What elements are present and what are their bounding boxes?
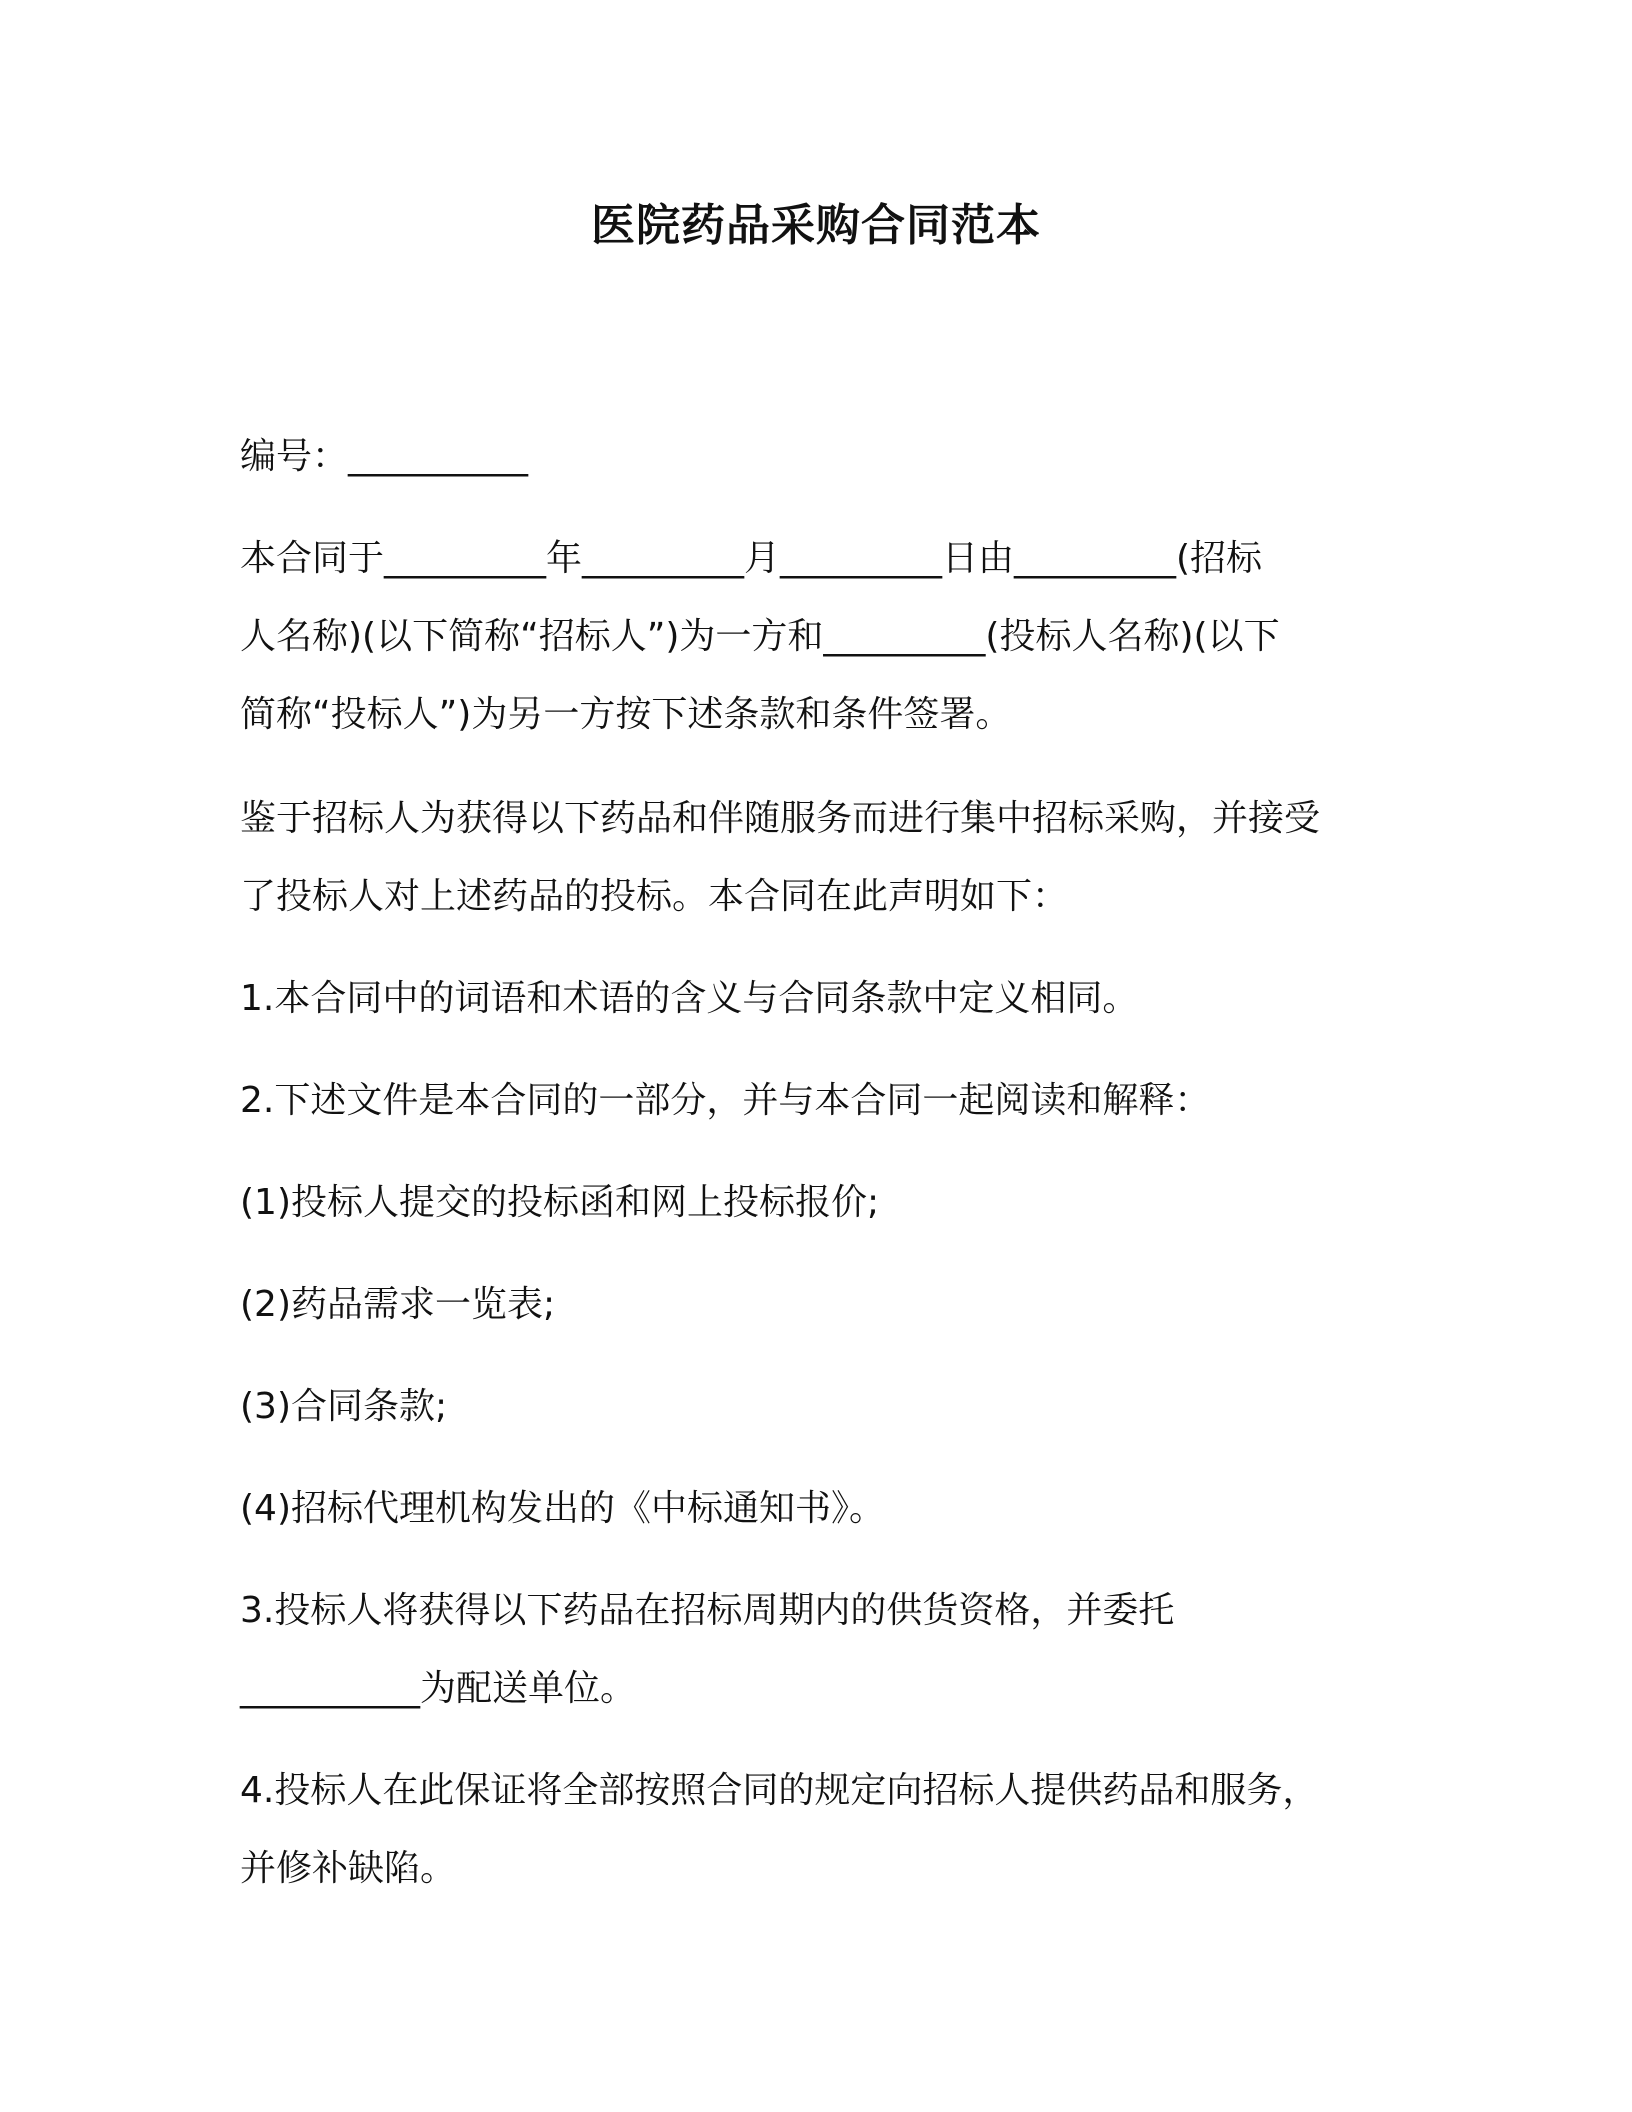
paragraph-line: (1)投标人提交的投标函和网上投标报价; (240, 1182, 880, 1223)
document-title: 医院药品采购合同范本 (591, 200, 1041, 251)
paragraph-line: (4)招标代理机构发出的《中标通知书》。 (240, 1488, 885, 1529)
clause-1 (240, 960, 1138, 1038)
paragraph-whereas (240, 780, 1320, 936)
contract-number (240, 418, 528, 496)
clause-3 (240, 1572, 1174, 1728)
paragraph-line: 鉴于招标人为获得以下药品和伴随服务而进行集中招标采购，并接受 (240, 798, 1321, 839)
paragraph-line: 本合同于_________年_________月_________日由_________(招标 (240, 538, 1263, 579)
contract-number-line: 编号：__________ (240, 436, 529, 477)
paragraph-line: 1.本合同中的词语和术语的含义与合同条款中定义相同。 (240, 978, 1139, 1019)
paragraph-line: 4.投标人在此保证将全部按照合同的规定向招标人提供药品和服务， (240, 1770, 1319, 1811)
clause-4 (240, 1752, 1318, 1908)
paragraph-line: 并修补缺陷。 (240, 1848, 457, 1889)
paragraph-line: __________为配送单位。 (240, 1668, 637, 1709)
paragraph-line: (2)药品需求一览表; (240, 1284, 556, 1325)
clause-2-item-1 (240, 1164, 879, 1242)
paragraph-line: (3)合同条款; (240, 1386, 448, 1427)
clause-2-item-2 (240, 1266, 555, 1344)
clause-2-item-3 (240, 1368, 447, 1446)
paragraph-line: 简称“投标人”)为另一方按下述条款和条件签署。 (240, 694, 1012, 735)
paragraph-line: 人名称)(以下简称“招标人”)为一方和_________(投标人名称)(以下 (240, 616, 1280, 657)
clause-2-item-4 (240, 1470, 885, 1548)
paragraph-line: 3.投标人将获得以下药品在招标周期内的供货资格，并委托 (240, 1590, 1175, 1631)
paragraph-line: 2.下述文件是本合同的一部分，并与本合同一起阅读和解释： (240, 1080, 1211, 1121)
paragraph-line: 了投标人对上述药品的投标。本合同在此声明如下： (240, 876, 1069, 917)
clause-2 (240, 1062, 1210, 1140)
paragraph-intro (240, 520, 1280, 754)
